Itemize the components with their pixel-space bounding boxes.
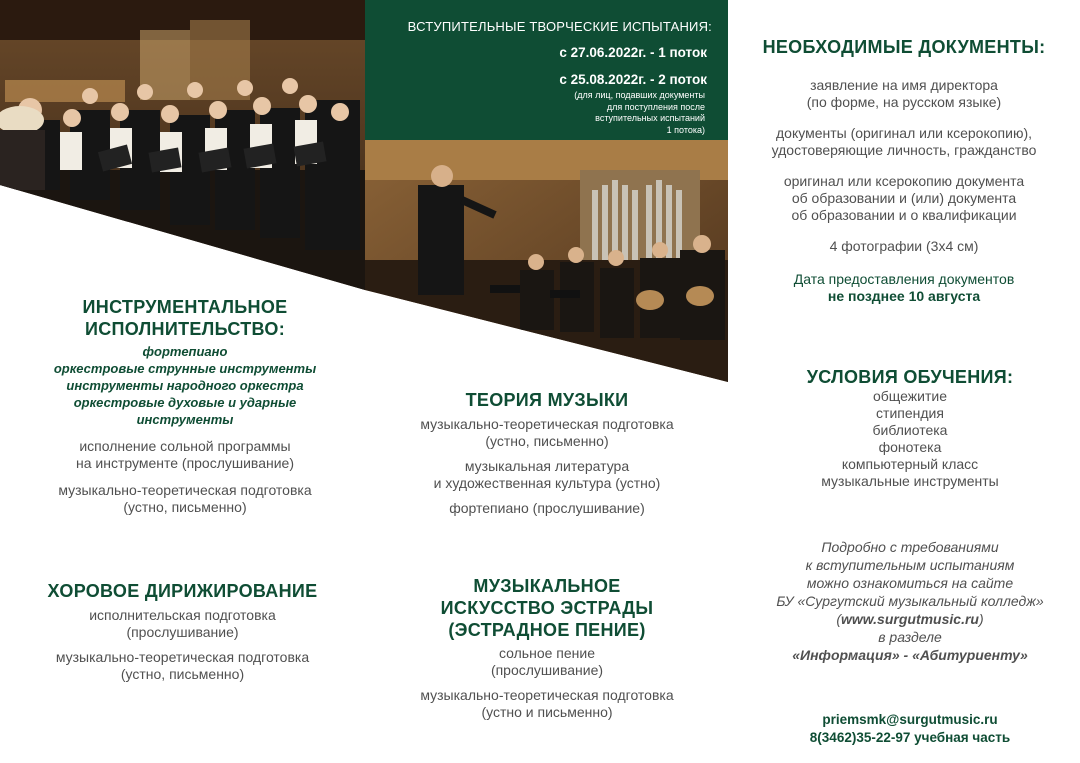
stream1-date: с 27.06.2022г. - 1 поток — [559, 45, 707, 60]
estrada-title: МУЗЫКАЛЬНОЕ ИСКУССТВО ЭСТРАДЫ (ЭСТРАДНОЕ ПЕНИЕ) — [440, 576, 654, 640]
document-item-4: 4 фотографии (3х4 см) — [829, 238, 979, 254]
phone-text: 8(3462)35-22-97 учебная часть — [809, 730, 1011, 745]
theory-title: ТЕОРИЯ МУЗЫКИ — [465, 390, 629, 410]
stream2-date: с 25.08.2022г. - 2 поток — [559, 72, 707, 87]
document-item-3: оригинал или ксерокопию документа об образовании и (или) документа об образовании и о квалификации — [783, 173, 1025, 223]
instrumental-specialties: фортепиано оркестровые струнные инструменты инструменты народного оркестра оркестровые духовые и ударные инструменты — [53, 344, 317, 427]
theory-section — [392, 389, 702, 517]
documents-title: НЕОБХОДИМЫЕ ДОКУМЕНТЫ: — [762, 37, 1046, 57]
choral-section — [25, 580, 340, 683]
deadline-label: Дата предоставления документов — [793, 271, 1015, 287]
choir-photo — [0, 0, 365, 290]
theory-exam-2: музыкальная литература и художественная культура (устно) — [433, 458, 661, 491]
estrada-exam-1: сольное пение (прослушивание) — [490, 645, 604, 678]
choral-title: ХОРОВОЕ ДИРИЖИРОВАНИЕ — [47, 581, 318, 601]
condition-item: музыкальные инструменты — [821, 473, 999, 489]
site-line: (www.surgutmusic.ru) — [836, 611, 984, 627]
condition-item: стипендия — [876, 405, 944, 421]
website-link[interactable]: www.surgutmusic.ru — [841, 611, 979, 627]
instrumental-title: ИНСТРУМЕНТАЛЬНОЕ ИСПОЛНИТЕЛЬСТВО: — [82, 297, 288, 339]
conditions-title: УСЛОВИЯ ОБУЧЕНИЯ: — [806, 367, 1014, 387]
condition-item: компьютерный класс — [841, 456, 979, 472]
email-link[interactable]: priemsmk@surgutmusic.ru — [822, 712, 998, 727]
condition-item: библиотека — [872, 422, 948, 438]
instrumental-section — [30, 296, 340, 516]
instrumental-exam-1: исполнение сольной программы на инструменте (прослушивание) — [75, 438, 295, 471]
instrumental-exam-2: музыкально-теоретическая подготовка (устно, письменно) — [58, 482, 312, 515]
document-item-2: документы (оригинал или ксерокопию), удостоверяющие личность, гражданство — [771, 125, 1037, 158]
conditions-list — [755, 388, 1065, 490]
documents-section — [748, 36, 1060, 305]
estrada-section — [392, 575, 702, 721]
orchestra-photo — [365, 140, 728, 390]
estrada-exam-2: музыкально-теоретическая подготовка (устно и письменно) — [420, 687, 674, 720]
contacts-section — [770, 711, 1050, 747]
condition-item: общежитие — [873, 388, 947, 404]
condition-item: фонотека — [878, 439, 942, 455]
stream2-note: (для лиц, подавших документы для поступления после вступительных испытаний 1 потока) — [574, 90, 705, 135]
document-item-1: заявление на имя директора (по форме, на русском языке) — [806, 77, 1002, 110]
deadline-value: не позднее 10 августа — [827, 288, 981, 304]
theory-exam-1: музыкально-теоретическая подготовка (устно, письменно) — [420, 416, 674, 449]
conditions-section — [755, 366, 1065, 490]
info-section: Подробно с требованиями к вступительным испытаниям можно ознакомиться на сайте БУ «Сургутский музыкальный колледж» (www.surgutmusic.ru) в разделе «Информация» - «Абитуриенту» — [770, 538, 1050, 664]
entrance-exams-title: ВСТУПИТЕЛЬНЫЕ ТВОРЧЕСКИЕ ИСПЫТАНИЯ: — [407, 19, 712, 34]
choral-exam-2: музыкально-теоретическая подготовка (устно, письменно) — [55, 649, 310, 682]
choral-exam-1: исполнительская подготовка (прослушивание) — [89, 607, 276, 640]
section-name: «Информация» - «Абитуриенту» — [792, 647, 1028, 663]
theory-exam-3: фортепиано (прослушивание) — [449, 500, 645, 516]
documents-deadline — [748, 271, 1060, 305]
